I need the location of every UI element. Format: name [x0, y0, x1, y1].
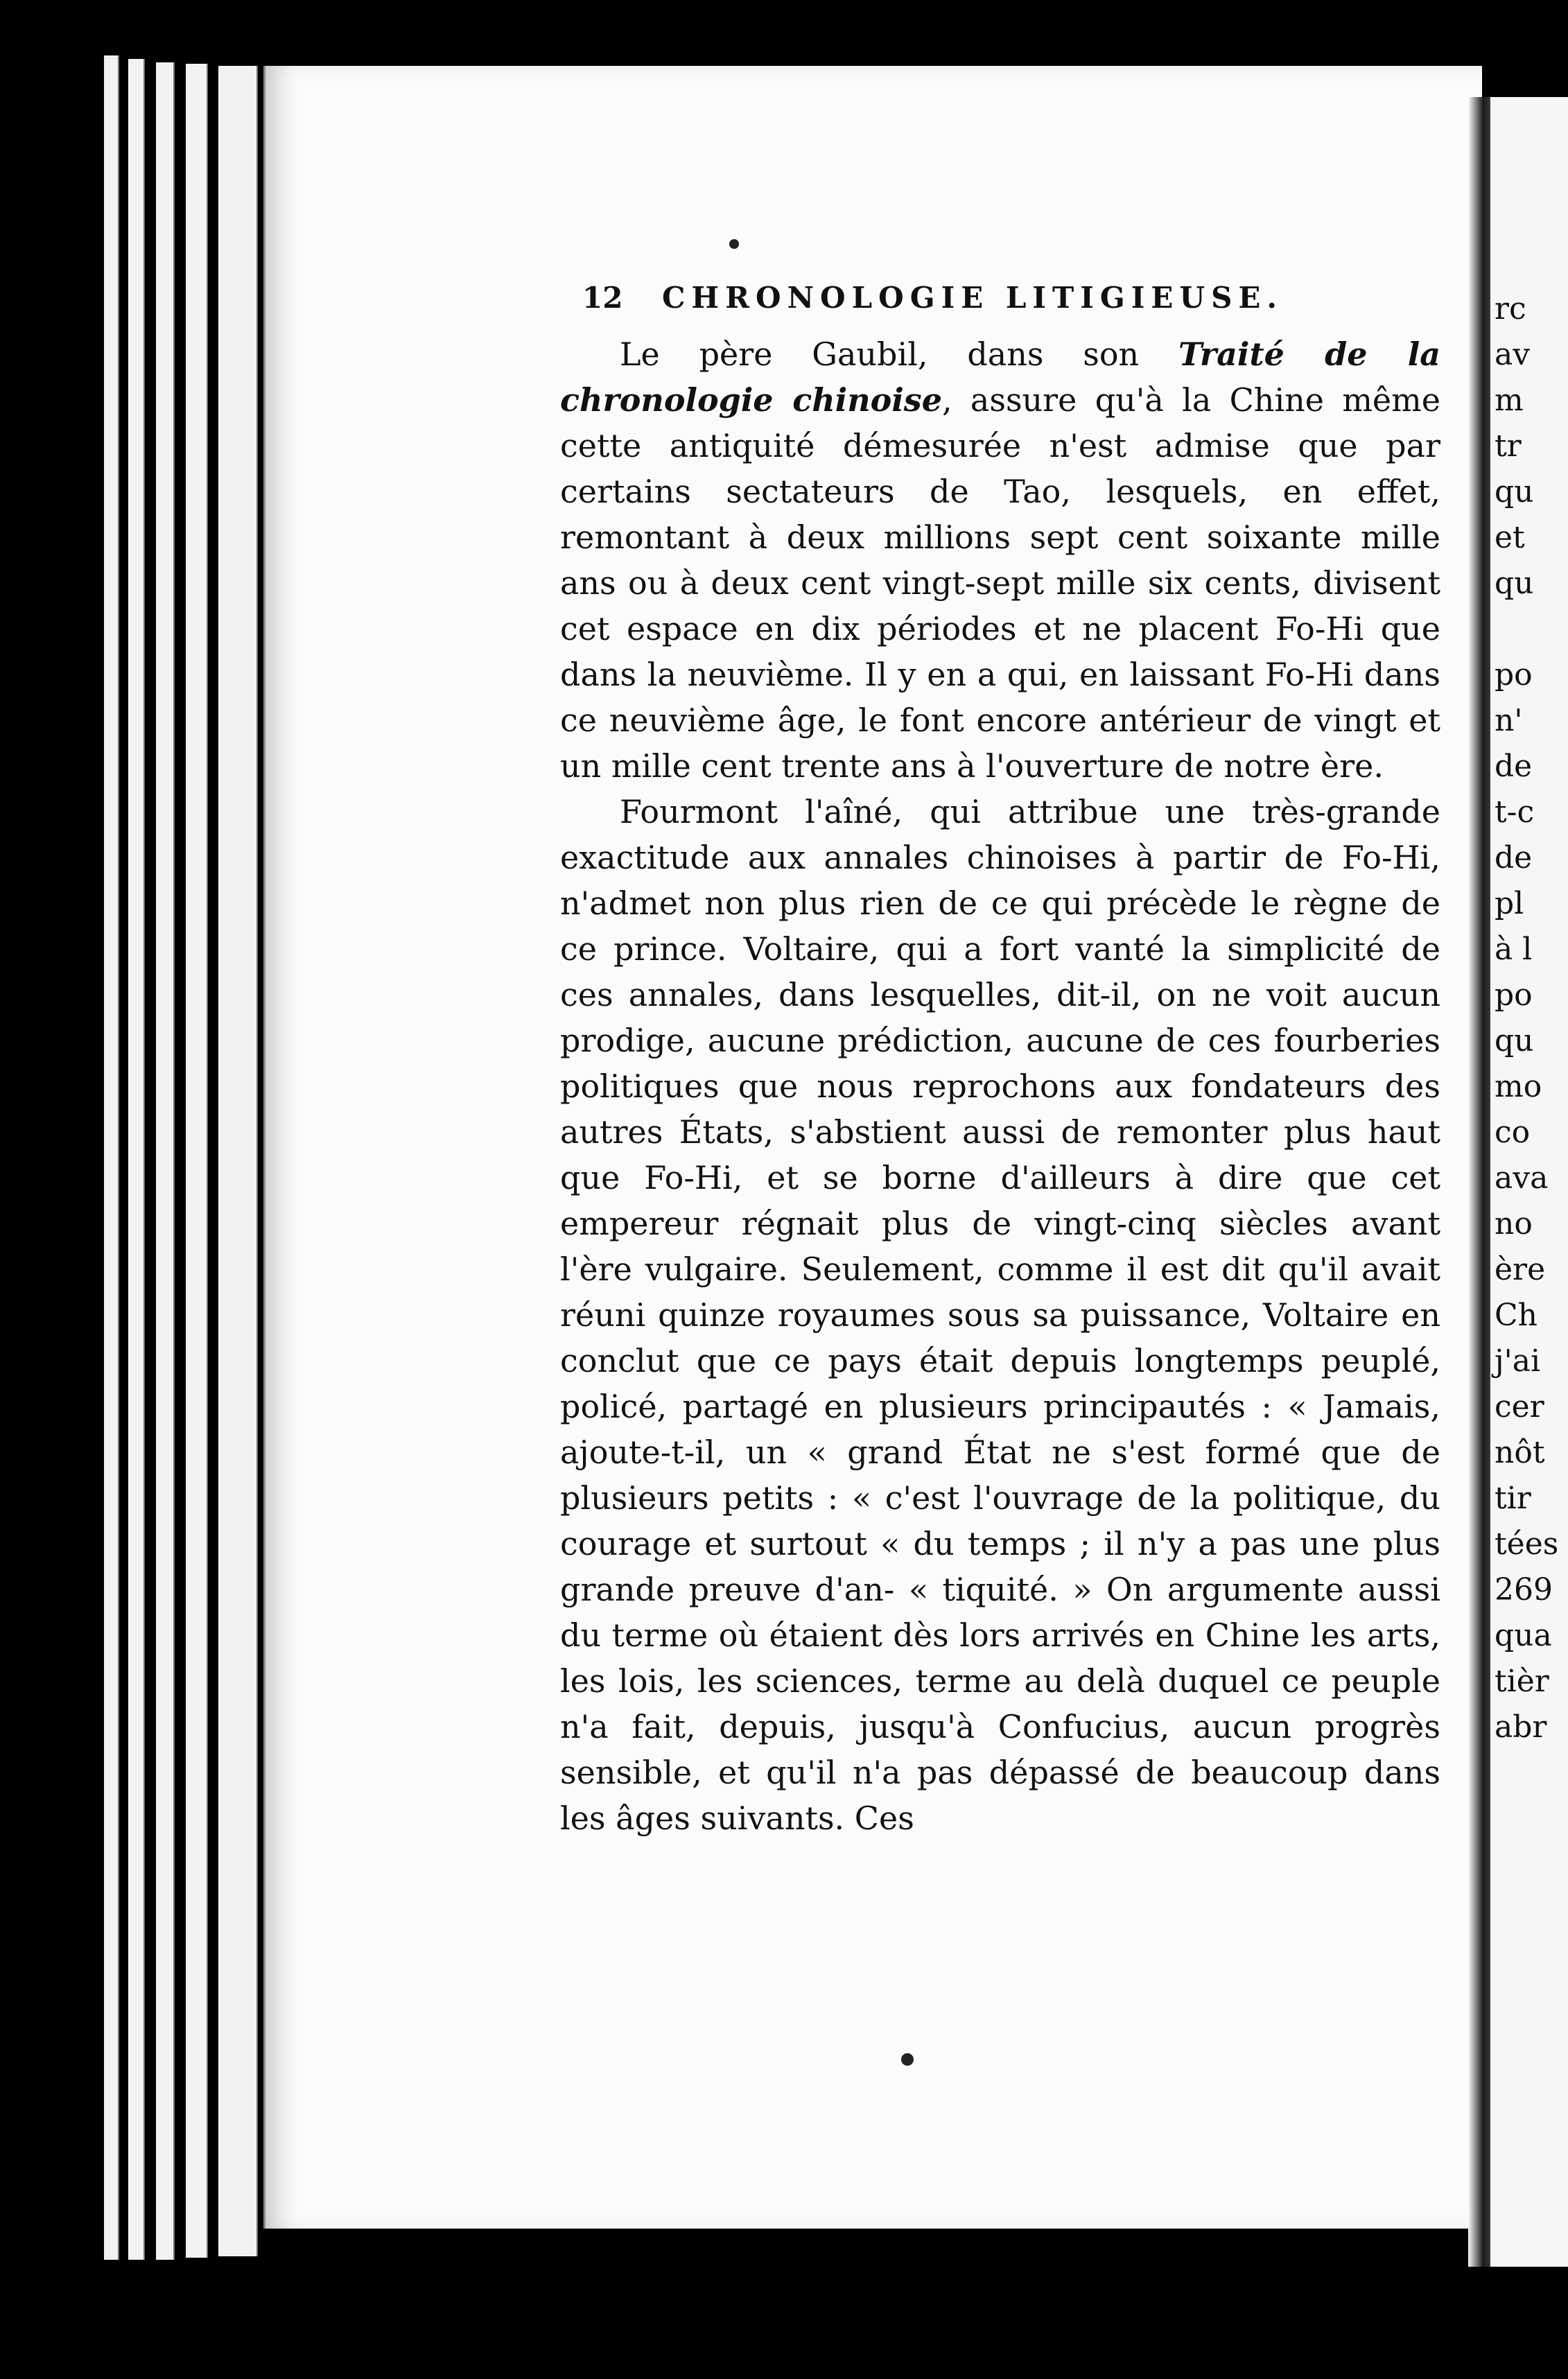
paragraph-1-rest: , assure qu'à la Chine même cette antiquité démesurée n'est admise que par certains sectateurs de Tao, lesquels, en effet, remontant à deux millions sept cent soixante mille ans ou à deux cent vingt-sept mille six cents, divisent cet espace en dix périodes et ne placent Fo-Hi que dans la neuvième. Il y en a qui, en laissant Fo-Hi dans ce neuvième âge, le font encore antérieur de vingt et un mille cent trente ans à l'ouverture de notre ère.: [560, 381, 1440, 785]
book-title-italic: Traité de la chronologie chinoise: [560, 336, 1440, 419]
facing-page-fragment: m: [1495, 383, 1524, 418]
facing-page-fragment: qu: [1495, 566, 1534, 601]
facing-page-fragment: rc: [1495, 291, 1526, 326]
facing-page-fragment: po: [1495, 977, 1533, 1013]
running-head: [582, 281, 1414, 315]
facing-page-fragment: mo: [1495, 1069, 1542, 1104]
facing-page-fragment: 269: [1495, 1572, 1553, 1607]
facing-page-fragment: qua: [1495, 1618, 1552, 1653]
gutter-shadow: [1468, 97, 1493, 2267]
paragraph-1-lead: Le père Gaubil, dans son: [620, 336, 1178, 373]
facing-page-fragment: ava: [1495, 1160, 1549, 1196]
facing-page-fragment: ère: [1495, 1252, 1546, 1287]
facing-page-fragment: tièr: [1495, 1664, 1549, 1699]
page-edge: [218, 66, 258, 2256]
facing-page-fragment: et: [1495, 520, 1525, 555]
facing-page-fragment: po: [1495, 657, 1533, 692]
facing-page-fragment: à l: [1495, 932, 1533, 967]
facing-page-fragment: tées: [1495, 1526, 1559, 1562]
body-text: [560, 331, 1440, 1841]
page-edge: [156, 62, 175, 2260]
facing-page-fragment: j'ai: [1495, 1343, 1541, 1379]
ink-speck: [729, 239, 739, 249]
page-edge: [128, 59, 145, 2260]
paragraph-2: Fourmont l'aîné, qui attribue une très-grande exactitude aux annales chinoises à partir de Fo-Hi, n'admet non plus rien de ce qui précède le règne de ce prince. Voltaire, qui a fort vanté la simplicité de ces annales, dans lesquelles, dit-il, on ne voit aucun prodige, aucune prédiction, aucune de ces fourberies politiques que nous reprochons aux fondateurs des autres États, s'abstient aussi de remonter plus haut que Fo-Hi, et se borne d'ailleurs à dire que cet empereur régnait plus de vingt-cinq siècles avant l'ère vulgaire. Seulement, comme il est dit qu'il avait réuni quinze royaumes sous sa puissance, Voltaire en conclut que ce pays était depuis longtemps peuplé, policé, partagé en plusieurs principautés : « Jamais, ajoute-t-il, un « grand État ne s'est formé que de plusieurs petits : « c'est l'ouvrage de la politique, du courage et surtout « du temps ; il n'y a pas une plus grande preuve d'an- « tiquité. » On argumente aussi du terme où étaient dès lors arrivés en Chine les arts, les lois, les sciences, terme au delà duquel ce peuple n'a fait, depuis, jusqu'à Confucius, aucun progrès sensible, et qu'il n'a pas dépassé de beaucoup dans les âges suivants. Ces: [560, 793, 1440, 1837]
facing-page-edge: [1490, 97, 1568, 2267]
facing-page-fragment: cer: [1495, 1389, 1544, 1424]
facing-page-fragment: qu: [1495, 1023, 1534, 1058]
facing-page-fragment: de: [1495, 749, 1533, 784]
page-number: 12: [582, 281, 623, 315]
facing-page-fragment: co: [1495, 1115, 1531, 1150]
facing-page-fragment: Ch: [1495, 1298, 1538, 1333]
facing-page-fragment: pl: [1495, 886, 1524, 921]
facing-page-fragment: tr: [1495, 428, 1522, 464]
facing-page-fragment: av: [1495, 337, 1531, 372]
ink-speck: [901, 2053, 914, 2066]
facing-page-fragment: n': [1495, 703, 1523, 738]
paragraph-1: [560, 331, 1440, 789]
facing-page-fragment: no: [1495, 1206, 1533, 1241]
page-edge: [186, 64, 208, 2258]
facing-page-fragment: de: [1495, 840, 1533, 875]
page-edge: [104, 55, 119, 2260]
facing-page-fragment: qu: [1495, 474, 1534, 509]
facing-page-fragment: tir: [1495, 1481, 1531, 1516]
facing-page-fragment: abr: [1495, 1709, 1547, 1745]
facing-page-fragment: nôt: [1495, 1435, 1545, 1470]
running-title: CHRONOLOGIE LITIGIEUSE.: [662, 281, 1284, 315]
facing-page-fragment: t-c: [1495, 794, 1535, 830]
